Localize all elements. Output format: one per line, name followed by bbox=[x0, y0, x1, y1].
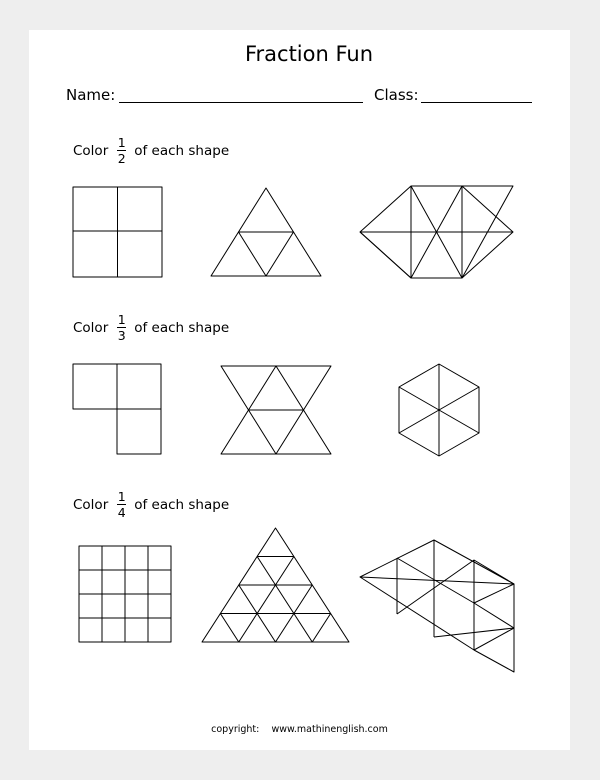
hexagon-six-parts bbox=[399, 364, 479, 456]
instruction-suffix: of each shape bbox=[134, 142, 230, 159]
worksheet-page bbox=[29, 30, 570, 750]
fraction-denominator: 4 bbox=[117, 505, 126, 520]
grid-sixteen-parts bbox=[79, 546, 171, 642]
instruction-prefix: Color bbox=[73, 319, 109, 336]
fraction-denominator: 2 bbox=[117, 151, 126, 166]
website-text: www.mathinenglish.com bbox=[271, 724, 388, 735]
fraction-numerator: 1 bbox=[117, 135, 126, 150]
square-four-parts bbox=[73, 187, 162, 277]
instruction-suffix: of each shape bbox=[134, 496, 230, 513]
instruction-prefix: Color bbox=[73, 142, 109, 159]
fraction-numerator: 1 bbox=[117, 312, 126, 327]
fraction-denominator: 3 bbox=[117, 328, 126, 343]
instruction-suffix: of each shape bbox=[134, 319, 230, 336]
rhombus-eight-parts bbox=[360, 186, 513, 278]
copyright-label: copyright: bbox=[211, 724, 260, 735]
worksheet-title: Fraction Fun bbox=[244, 42, 374, 66]
hourglass-six-parts bbox=[221, 366, 331, 454]
shapes-canvas bbox=[29, 30, 570, 750]
l-shape-three-squares bbox=[73, 364, 161, 454]
class-label: Class: bbox=[374, 86, 419, 104]
footer bbox=[29, 724, 570, 735]
fraction-numerator: 1 bbox=[117, 489, 126, 504]
name-label: Name: bbox=[66, 86, 116, 104]
triangle-sixteen-parts bbox=[202, 528, 349, 642]
triangle-four-parts bbox=[211, 188, 321, 276]
irregular-triangle-tiling bbox=[360, 540, 514, 672]
instruction-prefix: Color bbox=[73, 496, 109, 513]
